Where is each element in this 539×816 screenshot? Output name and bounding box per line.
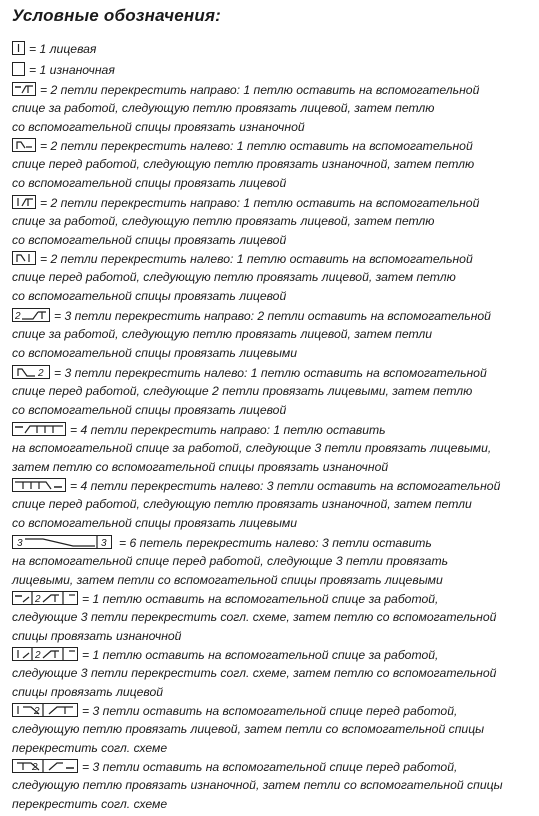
cross-4-left-icon [12,478,66,492]
svg-text:3: 3 [17,538,23,548]
legend-text: = 2 петли перекрестить налево: 1 петлю оставить на вспомогательной [40,252,473,266]
legend-text: со вспомогательной спицы провязать лицевой [12,232,287,247]
cross-5-knit-back-icon [12,647,78,661]
legend-entry [12,40,532,58]
svg-text:2: 2 [15,311,21,321]
legend-text: следующие 3 петли перекрестить согл. схеме, затем петлю со вспомогательной [12,666,497,681]
cross-6-left-icon [12,535,112,549]
legend-entry [12,758,532,813]
cross-3-left-icon [12,365,50,379]
legend-entry [12,702,532,757]
legend-text: = 2 петли перекрестить направо: 1 петлю оставить на вспомогательной [40,83,480,97]
legend-entry [12,421,532,476]
legend-text: следующие 3 петли перекрестить согл. схеме, затем петлю со вспомогательной [12,610,497,625]
cross-5-purl-back-icon [12,591,78,605]
legend-text: со вспомогательной спицы провязать лицевыми [12,515,298,530]
cross-6-front-purl-icon [12,759,78,773]
legend-text: следующую петлю провязать лицевой, затем петли со вспомогательной спицы [12,722,485,737]
legend-text: = 1 лицевая [29,42,97,56]
legend-entry [12,646,532,701]
legend-entry [12,250,532,305]
cross-2-left-kk-icon [12,251,36,265]
knit-icon [12,41,25,55]
legend-text: со вспомогательной спицы провязать лицевой [12,175,287,190]
cross-6-front-knit-icon [12,703,78,717]
legend-title: Условные обозначения: [12,6,222,25]
svg-text:2: 2 [35,650,41,660]
legend-text: перекрестить согл. схеме [12,740,168,755]
legend-text: со вспомогательной спицы провязать изнаночной [12,119,305,134]
legend-text: спице за работой, следующую петлю провязать лицевой, затем петлю [12,214,435,229]
legend-entry [12,194,532,249]
legend-text: спице перед работой, следующую петлю провязать лицевой, затем петлю [12,270,456,285]
legend-text: = 3 петли перекрестить направо: 2 петли оставить на вспомогательной [54,309,491,323]
legend-text: = 6 петель перекрестить налево: 3 петли оставить [119,536,432,550]
cross-2-right-kp-icon [12,82,36,96]
legend-entry [12,307,532,362]
legend-text: спице за работой, следующую петлю провязать лицевой, затем петлю [12,101,435,116]
legend-text: лицевыми, затем петли со вспомогательной спицы провязать лицевыми [12,572,443,587]
legend-entry [12,534,532,589]
legend-text: со вспомогательной спицы провязать лицевой [12,402,287,417]
legend-text: = 2 петли перекрестить направо: 1 петлю оставить на вспомогательной [40,196,480,210]
svg-text:2: 2 [32,762,38,772]
legend-text: со вспомогательной спицы провязать лицевой [12,288,287,303]
legend-entry [12,137,532,192]
cross-3-right-icon [12,308,50,322]
svg-text:2: 2 [35,594,41,604]
legend-entry [12,61,532,79]
legend-text: спице перед работой, следующую петлю провязать изнаночной, затем петлю [12,157,475,172]
cross-4-right-icon [12,422,66,436]
cross-2-left-pk-icon [12,138,36,152]
svg-text:2: 2 [34,706,40,716]
legend-text: спице перед работой, следующую петлю провязать изнаночной, затем петли [12,497,472,512]
legend-text: спицы провязать изнаночной [12,628,182,643]
legend-text: со вспомогательной спицы провязать лицевыми [12,345,298,360]
legend-entry [12,81,532,136]
legend-text: = 4 петли перекрестить направо: 1 петлю оставить [70,423,386,437]
legend-text: = 4 петли перекрестить налево: 3 петли оставить на вспомогательной [70,479,501,493]
legend-text: = 1 петлю оставить на вспомогательной спице за работой, [82,648,439,662]
legend-entry [12,477,532,532]
legend-text: = 3 петли оставить на вспомогательной спице перед работой, [82,704,458,718]
legend-entry [12,364,532,419]
legend-text: = 3 петли оставить на вспомогательной спице перед работой, [82,760,458,774]
legend-text: = 1 изнаночная [29,63,115,77]
legend-text: на вспомогательной спице за работой, следующие 3 петли провязать лицевыми, [12,441,492,456]
cross-2-right-kk-icon [12,195,36,209]
svg-text:2: 2 [38,368,44,378]
legend-text: следующую петлю провязать изнаночной, затем петли со вспомогательной спицы [12,778,503,793]
legend-text: перекрестить согл. схеме [12,796,168,811]
legend-text: спице за работой, следующую петлю провязать лицевой, затем петли [12,327,433,342]
svg-text:3: 3 [101,538,107,548]
legend-text: спицы провязать лицевой [12,684,164,699]
purl-icon [12,62,25,76]
legend-text: = 2 петли перекрестить налево: 1 петлю оставить на вспомогательной [40,139,473,153]
legend-text: спице перед работой, следующие 2 петли провязать лицевыми, затем петлю [12,384,473,399]
legend-entry [12,590,532,645]
legend-text: = 1 петлю оставить на вспомогательной спице за работой, [82,592,439,606]
legend-text: = 3 петли перекрестить налево: 1 петлю оставить на вспомогательной [54,366,487,380]
legend-text: затем петлю со вспомогательной спицы провязать изнаночной [12,459,389,474]
legend-text: на вспомогательной спице перед работой, следующие 3 петли провязать [12,554,449,569]
